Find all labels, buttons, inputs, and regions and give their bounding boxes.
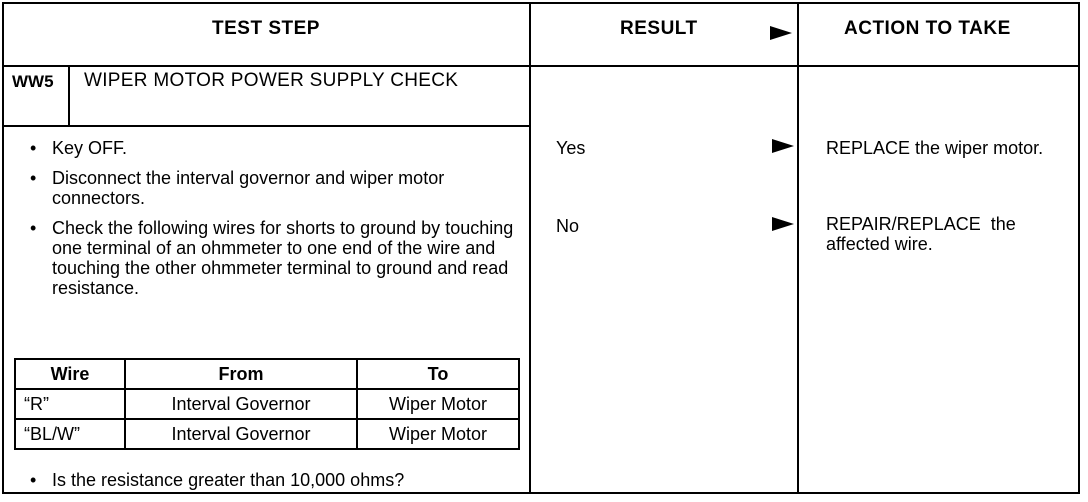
- instruction-item: [26, 138, 516, 158]
- wire-table-cell: “BL/W”: [15, 419, 125, 449]
- divider-step-result: [529, 2, 531, 494]
- wire-table-cell: Interval Governor: [125, 419, 357, 449]
- arrow-icon: [772, 217, 794, 231]
- step-id-divider: [68, 66, 70, 126]
- header-action: ACTION TO TAKE: [844, 18, 1011, 39]
- wire-table-cell: “R”: [15, 389, 125, 419]
- instruction-text: Disconnect the interval governor and wiper motor connectors.: [52, 168, 445, 208]
- wire-table-cell: Wiper Motor: [357, 389, 519, 419]
- bullet-icon: •: [30, 470, 37, 490]
- bullet-icon: •: [30, 218, 37, 238]
- step-title-divider: [2, 125, 530, 127]
- header-test-step: TEST STEP: [212, 18, 320, 39]
- wire-table-cell: Interval Governor: [125, 389, 357, 419]
- wire-table-header-cell: Wire: [15, 359, 125, 389]
- wire-table-header-cell: To: [357, 359, 519, 389]
- header-result: RESULT: [620, 18, 698, 39]
- header-divider: [2, 65, 1080, 67]
- arrow-icon: [772, 139, 794, 153]
- instruction-item: [26, 168, 516, 208]
- table-row: [15, 419, 519, 449]
- table-row: [15, 389, 519, 419]
- bullet-icon: •: [30, 138, 37, 158]
- result-no: No: [556, 216, 580, 236]
- divider-result-action: [797, 2, 799, 494]
- instruction-text: Check the following wires for shorts to ground by touching one terminal of an ohmmeter to one end of the wire and touching the other ohmmeter terminal to ground and read resistance.: [52, 218, 514, 298]
- wire-table-header: [15, 359, 519, 389]
- question-text: Is the resistance greater than 10,000 ohms?: [52, 470, 405, 490]
- action-yes: REPLACE the wiper motor.: [826, 138, 1044, 158]
- arrow-icon: [770, 26, 792, 40]
- bullet-icon: •: [30, 168, 37, 188]
- result-yes: Yes: [556, 138, 586, 158]
- step-title: WIPER MOTOR POWER SUPPLY CHECK: [84, 70, 459, 91]
- action-no: REPAIR/REPLACE the affected wire.: [826, 214, 1021, 254]
- wire-table-header-cell: From: [125, 359, 357, 389]
- question-item: [26, 470, 404, 491]
- instruction-list: [26, 138, 516, 308]
- instruction-item: [26, 218, 516, 298]
- step-id: WW5: [12, 72, 54, 91]
- wire-table: [14, 358, 520, 450]
- wire-table-cell: Wiper Motor: [357, 419, 519, 449]
- instruction-text: Key OFF.: [52, 138, 128, 158]
